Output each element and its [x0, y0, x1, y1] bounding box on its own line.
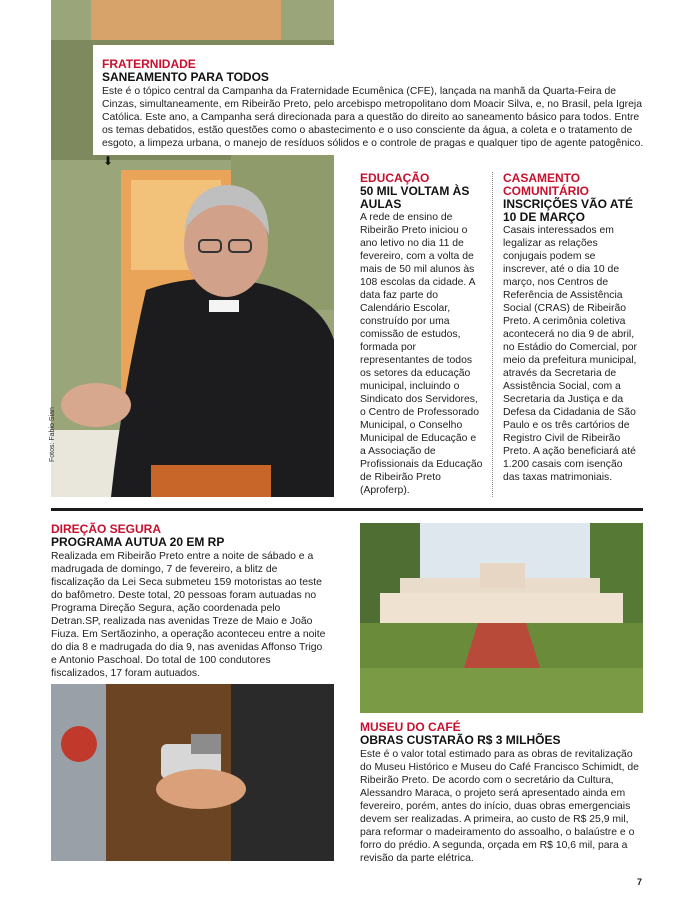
museu-kicker: MUSEU DO CAFÉ — [360, 720, 461, 734]
museu-headline: OBRAS CUSTARÃO R$ 3 MILHÕES — [360, 733, 561, 747]
photo-credit: Fotos: Fabio Sian — [49, 407, 56, 462]
direcao-kicker: DIREÇÃO SEGURA — [51, 522, 162, 536]
breathalyzer-photo-illustration — [51, 684, 334, 861]
fraternidade-body: Este é o tópico central da Campanha da Fraternidade Ecumênica (CFE), lançada na manhã da Quarta-Feira de Cinzas, simultaneamente, em Ribeirão Preto, pelo arcebispo metropolitano dom Moacir Silva, e, no Brasil, pela Igreja Católica. Este ano, a Campanha será direcionada para a questão do direito ao saneamento básico para todos. Entre os temas debatidos, estão questões como o abastecimento e o uso consciente da água, a coleta e o tratamento de esgoto, a limpeza urbana, o manejo de resíduos sólidos e o controle de pragas e qualquer tipo de agente patogênico. — [102, 86, 644, 149]
museu-body: Este é o valor total estimado para as obras de revitalização do Museu Histórico e Museu do Café Francisco Schimidt, de Ribeirão Preto. De acordo com o secretário da Cultura, Alessandro Maraca, o projeto será apresentado ainda em fevereiro, porém, antes do início, duas obras emergenciais devem ser realizadas. A primeira, ao custo de R$ 25,9 mil, para reformar o madeiramento do assoalho, o balaústre e o forro do prédio. A segunda, orçada em R$ 10,6 mil, para a revisão da parte elétrica. — [360, 749, 639, 864]
educacao-headline: 50 MIL VOLTAM ÀS AULAS — [360, 184, 470, 211]
casamento-kicker: CASAMENTO COMUNITÁRIO — [503, 171, 589, 198]
fraternidade-kicker: FRATERNIDADE — [102, 57, 196, 71]
down-arrow-icon: ⬇ — [103, 154, 114, 168]
educacao-body: A rede de ensino de Ribeirão Preto iniciou o ano letivo no dia 11 de fevereiro, com a volta de mais de 50 mil alunos às 108 escolas da cidade. A data faz parte do Calendário Escolar, construído por uma comissão de estudos, formada por representantes de todos os setores da educação municipal, incluindo o Sindicato dos Servidores, o Centro de Professorado Municipal, o Conselho Municipal de Educação e a Associação de Profissionais da Educação de Ribeirão Preto (Aproferp). — [360, 212, 483, 496]
section-divider — [51, 508, 643, 511]
casamento-headline: INSCRIÇÕES VÃO ATÉ 10 DE MARÇO — [503, 197, 634, 224]
direcao-headline: PROGRAMA AUTUA 20 EM RP — [51, 535, 225, 549]
casamento-body: Casais interessados em legalizar as relações conjugais podem se inscrever, até o dia 10 de março, nos Centros de Referência de Assistência Social (CRAS) de Ribeirão Preto. A cerimônia coletiva acontecerá no dia 9 de abril, no Estádio do Comercial, por meio da prefeitura municipal, através da Secretaria de Assistência Social, com a Secretaria da Justiça e da Defesa da Cidadania de São Paulo e os três cartórios de Registro Civil de Ribeirão Preto. A ação beneficiará até 1.200 casais com isenção das taxas matrimoniais. — [503, 225, 637, 483]
museum-photo-illustration — [360, 523, 643, 713]
page-number: 7 — [637, 877, 643, 887]
museum-photo — [360, 523, 643, 713]
column-divider — [492, 172, 493, 497]
breathalyzer-photo — [51, 684, 334, 861]
fraternidade-headline: SANEAMENTO PARA TODOS — [102, 70, 269, 84]
educacao-kicker: EDUCAÇÃO — [360, 171, 430, 185]
direcao-body: Realizada em Ribeirão Preto entre a noite de sábado e a madrugada de domingo, 7 de fevereiro, a blitz de fiscalização da Lei Seca submeteu 159 motoristas ao teste do bafômetro. Deste total, 20 pessoas foram autuadas no Programa Direção Segura, ação coordenada pelo Detran.SP, realizada nas avenidas Treze de Maio e João Fiuza. Em Sertãozinho, a operação aconteceu entre a noite do dia 8 e madrugada do dia 9, nas avenidas Affonso Trigo e Antonio Paschoal. Do total de 100 condutores fiscalizados, 17 foram autuados. — [51, 551, 326, 679]
